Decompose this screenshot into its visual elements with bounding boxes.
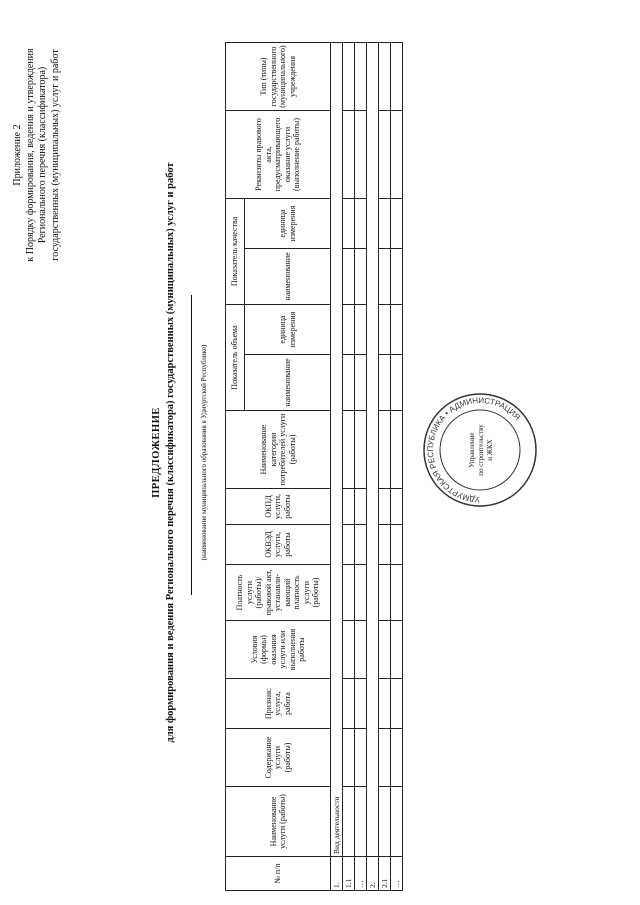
table-row	[391, 42, 403, 890]
row-num: 2.1	[379, 857, 391, 891]
appendix-line-4: государственных (муниципальных) услуг и работ	[49, 49, 61, 261]
appendix-note	[12, 5, 62, 305]
header-conditions: Условия (формы) оказания услуги или выполнения работы	[226, 621, 331, 679]
table-row	[331, 42, 343, 890]
header-sign: Признак: услуга, работа	[226, 679, 331, 729]
header-name: Наименование услуги (работы)	[226, 787, 331, 857]
title-sub: для формирования и ведения Регионального перечня (классификатора) государственных (муниципальных) услуг и работ	[165, 162, 176, 743]
stamp-ring-text: УДМУРТСКАЯ РЕСПУБЛИКА • АДМИНИСТРАЦИЯ	[425, 395, 522, 505]
header-legal: Реквизиты правового акта, предусматривающего оказание услуги (выполнение работы)	[226, 110, 331, 198]
municipality-caption: (наименование муниципального образования в Удмуртской Республике)	[200, 344, 208, 561]
stamp-center-1: Управление	[468, 432, 476, 468]
header-volume-unit: единица измерения	[245, 305, 331, 355]
stamp-center-3: и ЖКХ	[486, 439, 494, 461]
municipality-underline	[191, 295, 192, 595]
row-num: …	[391, 857, 403, 891]
header-paid: Платность услуги (работы)/ правовой акт, устанавли-вающий платность услуги (работы)	[226, 565, 331, 621]
table-row	[355, 42, 367, 890]
title-main: ПРЕДЛОЖЕНИЕ	[151, 407, 162, 498]
row-text	[367, 42, 379, 856]
header-types: Тип (типы) государственного (муниципального) учреждения	[226, 42, 331, 110]
header-okved: ОКВЭД услуги, работы	[226, 525, 331, 565]
header-num: № п/п	[226, 857, 331, 891]
table-header-row	[226, 42, 245, 890]
row-num: 2.	[367, 857, 379, 891]
header-okpd: ОКПД услуги, работы	[226, 489, 331, 525]
appendix-line-1: Приложение 2	[12, 124, 23, 186]
header-category: Наименование категории потребителей услуги (работы)	[226, 411, 331, 489]
header-volume-name: наименование	[245, 355, 331, 411]
table-row	[367, 42, 379, 890]
header-quality: Показатель качества	[226, 198, 245, 304]
document-title	[150, 0, 178, 905]
appendix-line-2: к Порядку формирования, ведения и утверждения	[24, 48, 36, 262]
appendix-line-3: Регионального перечня (классификатора)	[37, 66, 48, 244]
row-num: 1.1	[343, 857, 355, 891]
table-row	[343, 42, 355, 890]
proposal-table	[225, 42, 403, 891]
header-content: Содержание услуги (работы)	[226, 729, 331, 787]
stamp-center-2: по строительству	[477, 424, 485, 476]
header-volume: Показатель объема	[226, 305, 245, 411]
header-quality-name: наименование	[245, 249, 331, 305]
row-num: …	[355, 857, 367, 891]
row-text: Вид деятельности	[331, 42, 343, 856]
header-quality-unit: единица измерения	[245, 198, 331, 248]
row-num: 1.	[331, 857, 343, 891]
table-row	[379, 42, 391, 890]
official-stamp-icon	[420, 390, 540, 510]
